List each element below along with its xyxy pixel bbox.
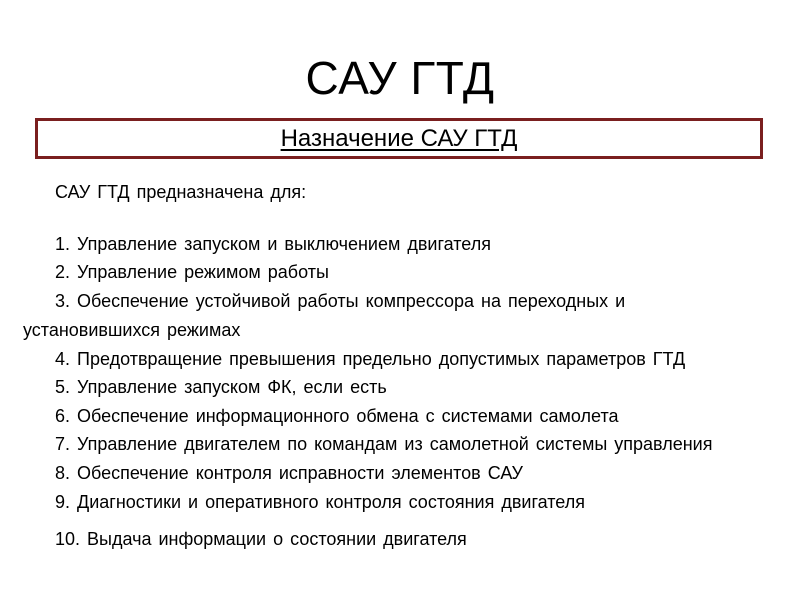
list-item: 10. Выдача информации о состоянии двигателя <box>55 529 467 549</box>
list-item: 9. Диагностики и оперативного контроля состояния двигателя <box>55 492 585 512</box>
list-item-continuation: установившихся режимах <box>23 320 241 340</box>
list-item: 1. Управление запуском и выключением двигателя <box>55 234 491 254</box>
list-item: 4. Предотвращение превышения предельно допустимых параметров ГТД <box>55 349 686 369</box>
list-item: 5. Управление запуском ФК, если есть <box>55 377 387 397</box>
list-item: 2. Управление режимом работы <box>55 262 329 282</box>
slide-title: САУ ГТД <box>305 52 495 104</box>
list-item: 7. Управление двигателем по командам из самолетной системы управления <box>55 434 713 454</box>
list-item: 6. Обеспечение информационного обмена с системами самолета <box>55 406 619 426</box>
list-item: 8. Обеспечение контроля исправности элементов САУ <box>55 463 523 483</box>
intro-text: САУ ГТД предназначена для: <box>55 182 307 202</box>
subtitle-text: Назначение САУ ГТД <box>280 124 518 152</box>
list-item: 3. Обеспечение устойчивой работы компрессора на переходных и <box>55 291 626 311</box>
